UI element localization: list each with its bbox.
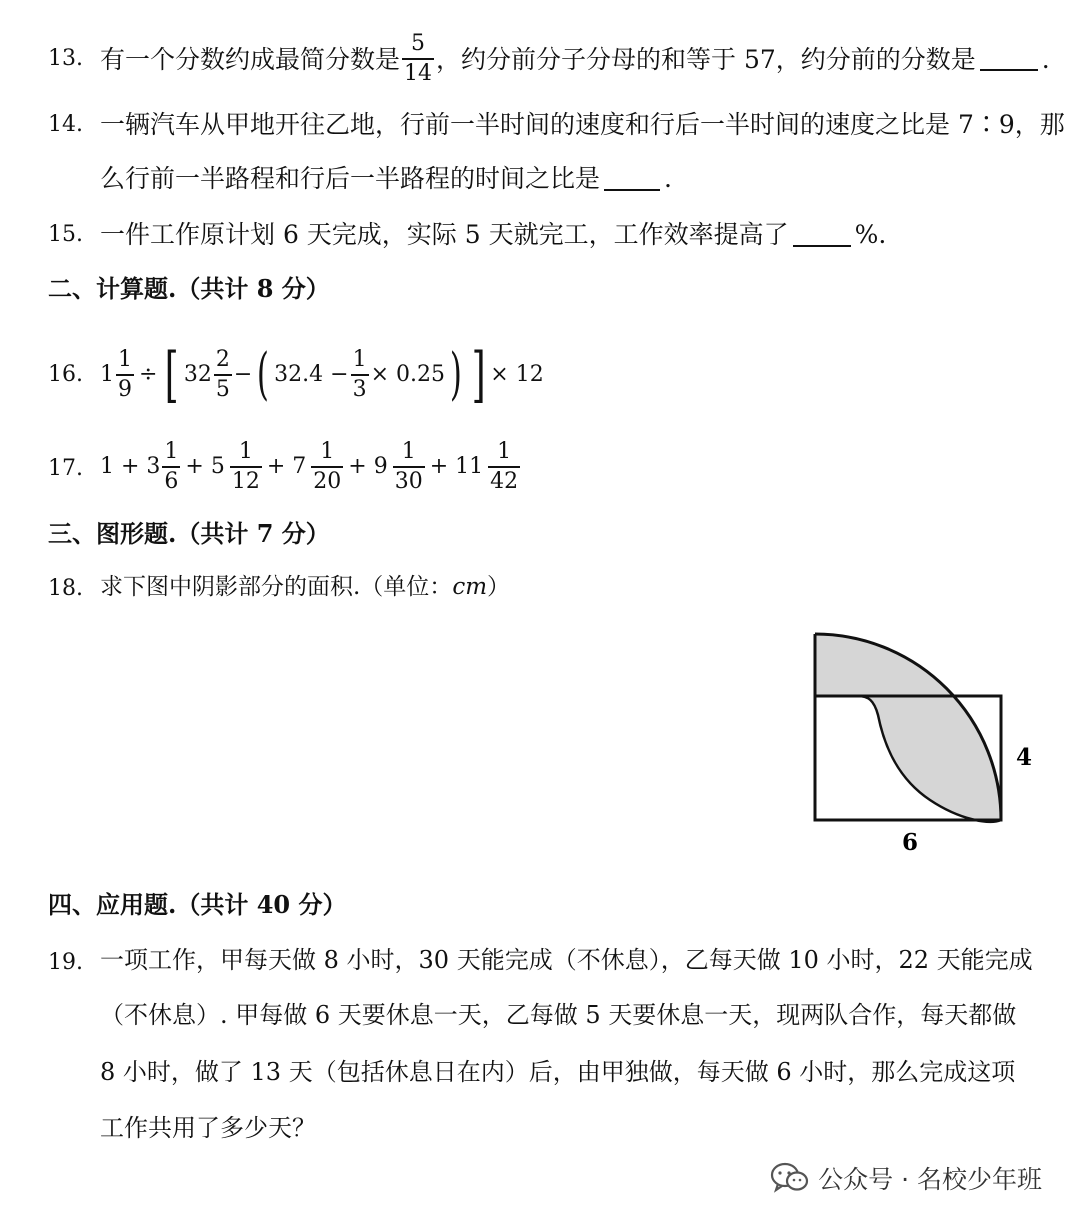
q17-term-0-pre: 1 + 3 (100, 454, 161, 479)
q16-a-frac (116, 349, 134, 401)
q17-term-0-den: 6 (164, 469, 179, 494)
q18-close: ） (487, 574, 511, 600)
q18-unit: cm (452, 574, 488, 600)
q15-number: 15. (48, 222, 83, 247)
q17-term-4-num: 1 (497, 439, 512, 464)
watermark (770, 1160, 1042, 1196)
section-4-heading: 四、应用题.（共计 40 分） (48, 890, 347, 919)
q16-a-num: 1 (118, 347, 132, 372)
q17-term-2-den: 20 (313, 469, 342, 494)
q16-div: ÷ (139, 362, 158, 387)
q13-text (100, 30, 1050, 88)
q17-term-2-num: 1 (320, 439, 335, 464)
q16-left-paren: ( (257, 342, 270, 407)
q16-d-num: 1 (352, 347, 367, 372)
q13-text-a: 有一个分数约成最简分数是 (100, 44, 401, 74)
q17-term-1-den: 12 (231, 469, 260, 494)
q16-expression (100, 335, 544, 415)
q13-end: . (1041, 44, 1050, 74)
q17-term-2-frac (311, 441, 343, 493)
q15-end: %. (854, 220, 887, 249)
q17-term-3-frac (393, 441, 425, 493)
q14-end: . (664, 164, 672, 193)
q14-answer-blank[interactable] (604, 188, 660, 191)
q19-line2: （不休息）. 甲每做 6 天要休息一天，乙每做 5 天要休息一天，现两队合作，每天都做 (100, 1001, 1017, 1029)
q17-term-4-den: 42 (490, 469, 519, 494)
q13-text-b: ，约分前分子分母的和等于 57，约分前的分数是 (436, 44, 976, 74)
q14-line1: 一辆汽车从甲地开往乙地，行前一半时间的速度和行后一半时间的速度之比是 7∶9，那 (100, 110, 1065, 139)
shaded-region (815, 634, 1001, 822)
q16-b-whole: 32 (183, 362, 212, 387)
q14-line2: 么行前一半路程和行后一半路程的时间之比是 (100, 164, 601, 193)
section-2-heading: 二、计算题.（共计 8 分） (48, 274, 330, 303)
q19-line4: 工作共用了多少天？ (100, 1114, 316, 1142)
q13-answer-blank[interactable] (980, 68, 1038, 71)
q16-minus: − (233, 362, 253, 387)
q16-d-frac (351, 349, 369, 401)
q17-expression (100, 432, 522, 502)
label-height: 4 (1016, 744, 1033, 771)
q15-text: 一件工作原计划 6 天完成，实际 5 天就完工，工作效率提高了 (100, 220, 789, 249)
q17-term-2-pre: + 7 (266, 454, 307, 479)
q17-term-4-pre: + 11 (429, 454, 484, 479)
q18-figure (790, 620, 1050, 860)
q16-b-num: 2 (215, 347, 230, 372)
q16-b-den: 5 (215, 377, 230, 402)
q14-number: 14. (48, 112, 83, 137)
q17-term-1-num: 1 (238, 439, 253, 464)
label-width: 6 (902, 829, 919, 856)
q17-term-3-num: 1 (401, 439, 416, 464)
q17-term-1-frac (230, 441, 262, 493)
q15-row (100, 222, 886, 247)
q16-c-val: 32.4 − (274, 362, 349, 387)
q16-b-frac (214, 349, 232, 401)
q19-line1: 一项工作，甲每天做 8 小时，30 天能完成（不休息），乙每天做 10 小时，22 天能完成 (100, 946, 1033, 974)
q13-fraction (402, 33, 434, 85)
q17-term-1-pre: + 5 (185, 454, 225, 479)
q17-term-4-frac (488, 441, 520, 493)
wechat-icon (770, 1161, 810, 1195)
q17-term-3-den: 30 (394, 469, 423, 494)
q17-term-3-pre: + 9 (348, 454, 388, 479)
q16-a-den: 9 (118, 377, 132, 402)
q15-answer-blank[interactable] (793, 244, 851, 247)
q17-term-0-frac (162, 441, 180, 493)
q18-text: 求下图中阴影部分的面积.（单位： (100, 574, 453, 600)
q16-right-paren: ) (449, 342, 462, 407)
q14-line2-row (100, 166, 672, 191)
q16-times: × 0.25 (370, 362, 445, 387)
q16-d-den: 3 (352, 377, 367, 402)
q16-number: 16. (48, 362, 83, 387)
q16-tail: × 12 (490, 362, 544, 387)
q13-frac-denominator: 14 (404, 61, 433, 86)
q19-line3: 8 小时，做了 13 天（包括休息日在内）后，由甲独做，每天做 6 小时，那么完成这项 (100, 1058, 1016, 1086)
q16-right-bracket: ] (471, 340, 486, 410)
q13-number: 13. (48, 46, 83, 71)
q18-number: 18. (48, 576, 83, 601)
q17-term-0-num: 1 (164, 439, 179, 464)
watermark-text: 公众号 · 名校少年班 (818, 1165, 1042, 1194)
q18-row (100, 576, 510, 599)
q13-frac-numerator: 5 (411, 31, 426, 56)
section-3-heading: 三、图形题.（共计 7 分） (48, 519, 330, 548)
q19-number: 19. (48, 950, 83, 975)
q17-number: 17. (48, 456, 83, 481)
q16-left-bracket: [ (165, 340, 180, 410)
q16-a-whole: 1 (100, 362, 114, 387)
